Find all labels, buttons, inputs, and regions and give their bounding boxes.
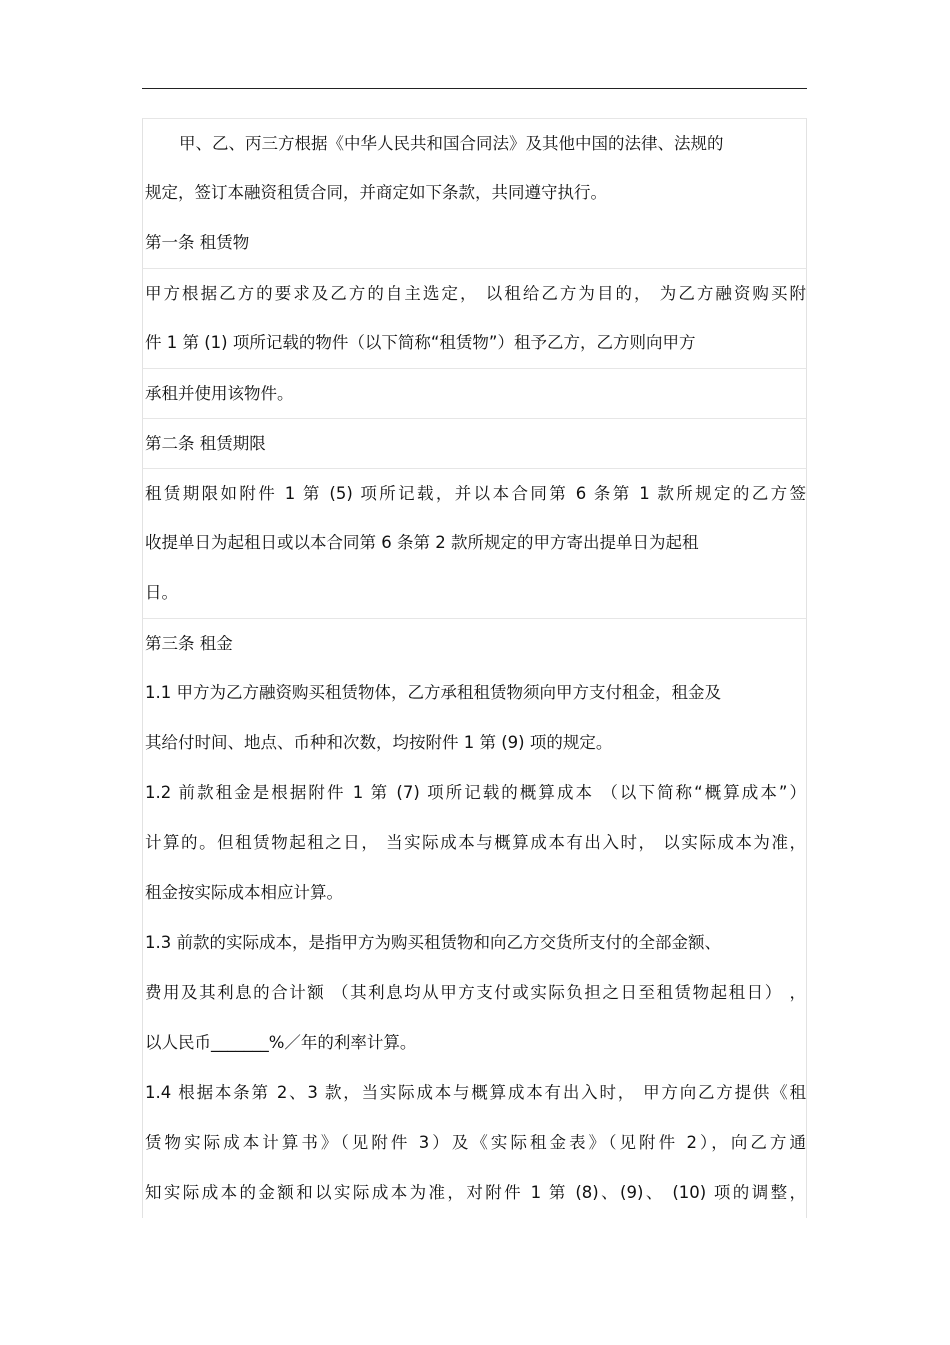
document-line: 费用及其利息的合计额 （其利息均从甲方支付或实际负担之日至租赁物起租日） ， [142, 968, 807, 1018]
document-line: 计算的。但租赁物起租之日， 当实际成本与概算成本有出入时， 以实际成本为准， [142, 818, 807, 868]
document-line: 甲、乙、丙三方根据《中华人民共和国合同法》及其他中国的法律、法规的 [142, 118, 807, 168]
document-line: 租赁期限如附件 1 第 (5) 项所记载，并以本合同第 6 条第 1 款所规定的乙方签 [142, 468, 807, 518]
document-line: 件 1 第 (1) 项所记载的物件（以下简称“租赁物”）租予乙方，乙方则向甲方 [142, 318, 807, 368]
document-line: 第二条 租赁期限 [142, 418, 807, 468]
document-line: 知实际成本的金额和以实际成本为准，对附件 1 第 (8)、(9)、 (10) 项的调整， [142, 1168, 807, 1218]
document-line: 1.1 甲方为乙方融资购买租赁物体，乙方承租租赁物须向甲方支付租金，租金及 [142, 668, 807, 718]
document-line: 第一条 租赁物 [142, 218, 807, 268]
document-line: 1.4 根据本条第 2、3 款，当实际成本与概算成本有出入时， 甲方向乙方提供《租 [142, 1068, 807, 1118]
document-line: 1.2 前款租金是根据附件 1 第 (7) 项所记载的概算成本 （以下简称“概算成本”） [142, 768, 807, 818]
document-body [142, 118, 807, 1218]
document-line: 承租并使用该物件。 [142, 368, 807, 418]
document-line: 租金按实际成本相应计算。 [142, 868, 807, 918]
document-line: 规定，签订本融资租赁合同，并商定如下条款，共同遵守执行。 [142, 168, 807, 218]
document-line: 第三条 租金 [142, 618, 807, 668]
document-line: 甲方根据乙方的要求及乙方的自主选定， 以租给乙方为目的， 为乙方融资购买附 [142, 268, 807, 318]
header-rule [142, 88, 807, 89]
document-line: 日。 [142, 568, 807, 618]
document-line: 以人民币_______%／年的利率计算。 [142, 1018, 807, 1068]
document-line: 其给付时间、地点、币种和次数，均按附件 1 第 (9) 项的规定。 [142, 718, 807, 768]
document-line: 赁物实际成本计算书》（见附件 3）及《实际租金表》（见附件 2），向乙方通 [142, 1118, 807, 1168]
document-line: 收提单日为起租日或以本合同第 6 条第 2 款所规定的甲方寄出提单日为起租 [142, 518, 807, 568]
document-line: 1.3 前款的实际成本，是指甲方为购买租赁物和向乙方交货所支付的全部金额、 [142, 918, 807, 968]
